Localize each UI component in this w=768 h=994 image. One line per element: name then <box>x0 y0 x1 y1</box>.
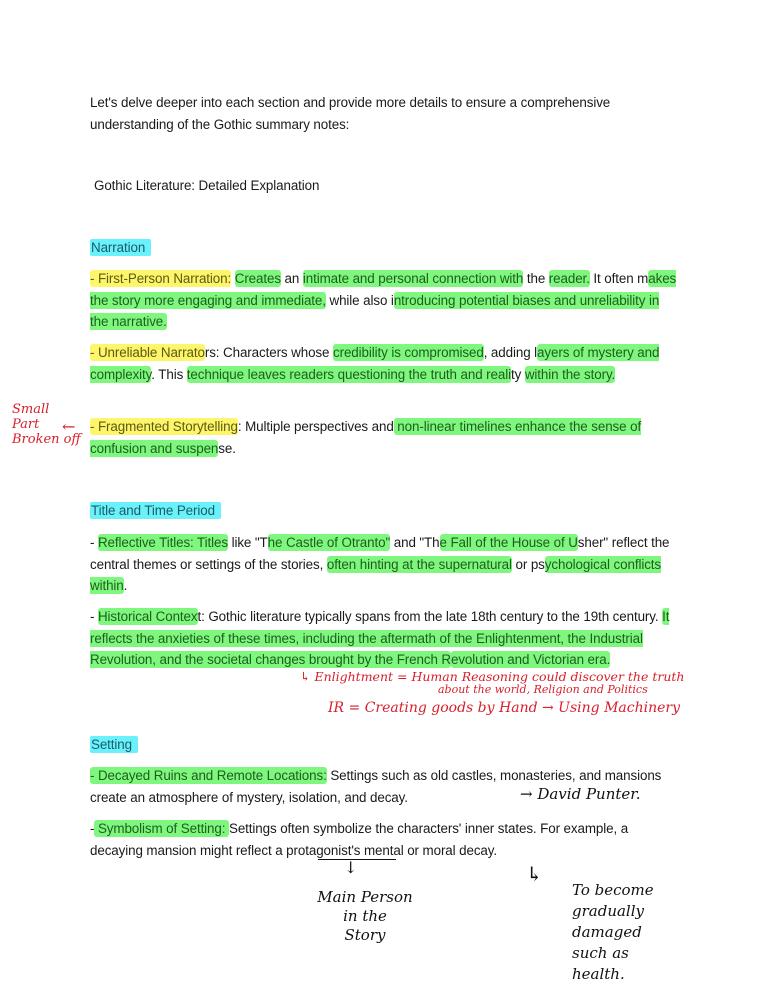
arrow-down-icon: ↓ <box>344 858 358 877</box>
section-heading-title-time: Title and Time Period <box>90 500 680 522</box>
item-decayed-ruins: - Decayed Ruins and Remote Locations: Settings such as old castles, monasteries, and mansions create an atmosphere of mystery, isolation, and decay. <box>90 768 662 805</box>
document-title: Gothic Literature: Detailed Explanation <box>94 178 320 193</box>
item-unreliable: - Unreliable Narrators: Characters whose credibility is compromised, adding layers of mystery and complexity. This technique leaves readers questioning the truth and reality within the story. <box>90 345 660 382</box>
item-historical-context: - Historical Context: Gothic literature typically spans from the late 18th century to the 19th century. It reflects the anxieties of these times, including the aftermath of the Enlightenment, the Industrial Revolution, and the societal changes brought by the French Revolution and Victorian era. <box>90 609 670 667</box>
arrow-left-icon: ← <box>62 417 76 436</box>
annotation-enlightenment: ↳ Enlightment = Human Reasoning could discover the truth about the world, Religion and Politics <box>300 669 685 696</box>
annotation-david-punter: → David Punter. <box>520 785 641 803</box>
annotation-protagonist: Main Person in the Story <box>317 888 413 944</box>
item-symbolism: - Symbolism of Setting: Settings often symbolize the characters' inner states. For example, a decaying mansion might reflect a protagonist's mental or moral decay. <box>90 821 629 858</box>
section-heading-setting: Setting <box>90 734 680 756</box>
intro-paragraph: Let's delve deeper into each section and provide more details to ensure a comprehensive understanding of the Gothic summary notes: <box>90 95 611 132</box>
item-reflective-titles: - Reflective Titles: Titles like "The Castle of Otranto" and "The Fall of the House of Usher" reflect the central themes or settings of the stories, often hinting at the supernatural or psychological conflicts within. <box>90 535 670 593</box>
item-fragmented: - Fragmented Storytelling: Multiple perspectives and non-linear timelines enhance the sense of confusion and suspense. <box>90 419 642 456</box>
arrow-return-icon: ↳ <box>526 862 543 886</box>
annotation-industrial-revolution: IR = Creating goods by Hand → Using Machinery <box>328 700 680 716</box>
annotation-decay: To become gradually damaged such as health. <box>572 881 654 983</box>
item-first-person: - First-Person Narration: Creates an intimate and personal connection with the reader. It often makes the story more engaging and immediate, while also introducing potential biases and unreliability in the narrative. <box>90 271 677 329</box>
section-heading-narration: Narration <box>90 237 680 259</box>
annotation-small-part: Small Part Broken off <box>12 402 81 447</box>
